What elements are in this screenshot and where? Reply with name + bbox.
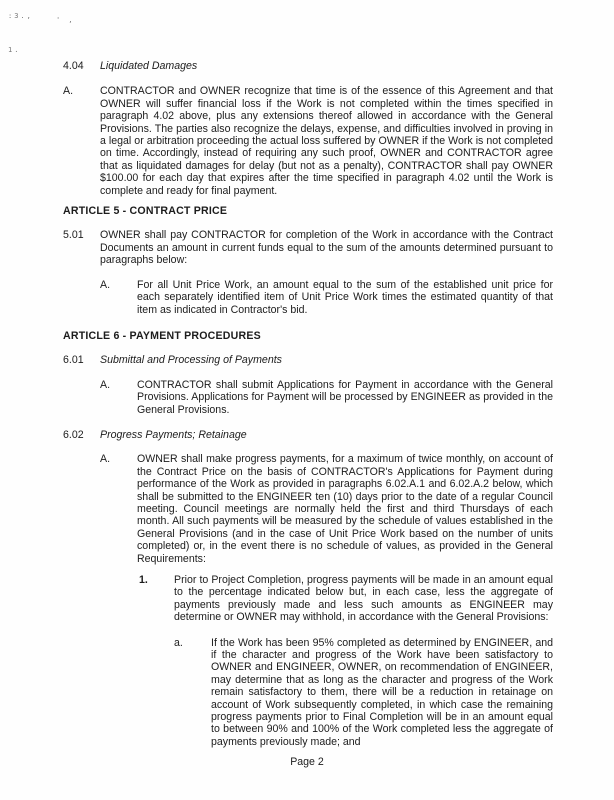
paragraph-6-02-A bbox=[100, 453, 553, 565]
article-6-heading: ARTICLE 6 - PAYMENT PROCEDURES bbox=[63, 329, 261, 342]
paragraph-marker: A. bbox=[100, 378, 111, 391]
paragraph-5-01-A bbox=[100, 279, 553, 316]
document-body bbox=[63, 60, 553, 748]
section-heading-6-01 bbox=[63, 354, 553, 366]
section-heading-4-04 bbox=[63, 60, 553, 72]
paragraph-marker: A. bbox=[100, 278, 111, 291]
paragraph-text: CONTRACTOR and OWNER recognize that time is of the essence of this Agreement and that OWNER will suffer financial loss if the Work is not completed within the times specified in paragraph 4.02 above, plus any extensions thereof allowed in accordance with the General Provisions. The parties also recognize the delays, expense, and difficulties involved in proving in a legal or arbitration proceeding the actual loss suffered by OWNER if the Work is not completed on time. Accordingly, instead of requiring any such proof, OWNER and CONTRACTOR agree that as liquidated damages for delay (but not as a penalty), CONTRACTOR shall pay OWNER $100.00 for each day that expires after the time specified in paragraph 4.02 until the Work is complete and ready for final payment. bbox=[100, 85, 553, 197]
paragraph-text: OWNER shall pay CONTRACTOR for completion of the Work in accordance with the Contract Documents an amount in current funds equal to the sum of the amounts determined pursuant to paragraphs below: bbox=[100, 229, 553, 267]
page-number: Page 2 bbox=[290, 756, 324, 768]
section-title: Progress Payments; Retainage bbox=[100, 428, 247, 441]
paragraph-4-04-A bbox=[63, 85, 553, 197]
paragraph-text: If the Work has been 95% completed as determined by ENGINEER, and if the character and progress of the Work have been satisfactory to OWNER and ENGINEER, OWNER, on recommendation of ENGINEER, may determine that as long as the character and progress of the Work remain satisfactory to them, there will be a reduction in retainage on account of Work subsequently completed, in which case the remaining progress payments prior to Final Completion will be in an amount equal to between 90% and 100% of the Work completed less the aggregate of payments previously made; and bbox=[211, 636, 553, 748]
paragraph-text: For all Unit Price Work, an amount equal to the sum of the established unit price for each separately identified item of Unit Price Work times the estimated quantity of that item as indicated in Contractor's bid. bbox=[137, 278, 553, 316]
article-5-heading: ARTICLE 5 - CONTRACT PRICE bbox=[63, 205, 228, 218]
section-number: 6.01 bbox=[63, 354, 84, 367]
scan-artifact: :3., bbox=[8, 12, 33, 20]
paragraph-marker: 5.01 bbox=[63, 229, 84, 242]
paragraph-text: CONTRACTOR shall submit Applications for Payment in accordance with the General Provisions. Applications for Payment will be processed by ENGINEER as provided in the General Provisions. bbox=[137, 378, 553, 416]
paragraph-marker: a. bbox=[174, 636, 183, 649]
paragraph-text: OWNER shall make progress payments, for a maximum of twice monthly, on account of the Contract Price on the basis of CONTRACTOR's Applications for Payment during performance of the Work as provided in paragraphs 6.02.A.1 and 6.02.A.2 below, which shall be submitted to the ENGINEER ten (10) days prior to the date of a regular Council meeting. Council meetings are normally held the first and third Thursdays of each month. All such payments will be measured by the schedule of values established in the General Provisions (and in the case of Unit Price Work based on the number of units completed) or, in the event there is no schedule of values, as provided in the General Requirements: bbox=[137, 453, 553, 565]
paragraph-5-01 bbox=[63, 229, 553, 266]
section-number: 4.04 bbox=[63, 60, 84, 72]
section-number: 6.02 bbox=[63, 428, 84, 441]
paragraph-6-01-A bbox=[100, 379, 553, 416]
paragraph-6-02-A-1-a bbox=[174, 637, 553, 749]
section-heading-6-02 bbox=[63, 429, 553, 441]
section-title: Submittal and Processing of Payments bbox=[100, 354, 282, 367]
scan-artifact: 1. bbox=[8, 46, 21, 54]
paragraph-text: Prior to Project Completion, progress payments will be made in an amount equal to the percentage indicated below but, in each case, less the aggregate of payments previously made and less such amounts as ENGINEER may determine or OWNER may withhold, in accordance with the General Provisions: bbox=[174, 574, 553, 624]
paragraph-marker: 1. bbox=[139, 574, 148, 586]
paragraph-marker: A. bbox=[100, 453, 111, 466]
section-title: Liquidated Damages bbox=[100, 60, 198, 72]
paragraph-6-02-A-1 bbox=[139, 574, 553, 624]
scan-artifact: ' , bbox=[56, 16, 75, 24]
paragraph-marker: A. bbox=[63, 85, 74, 98]
